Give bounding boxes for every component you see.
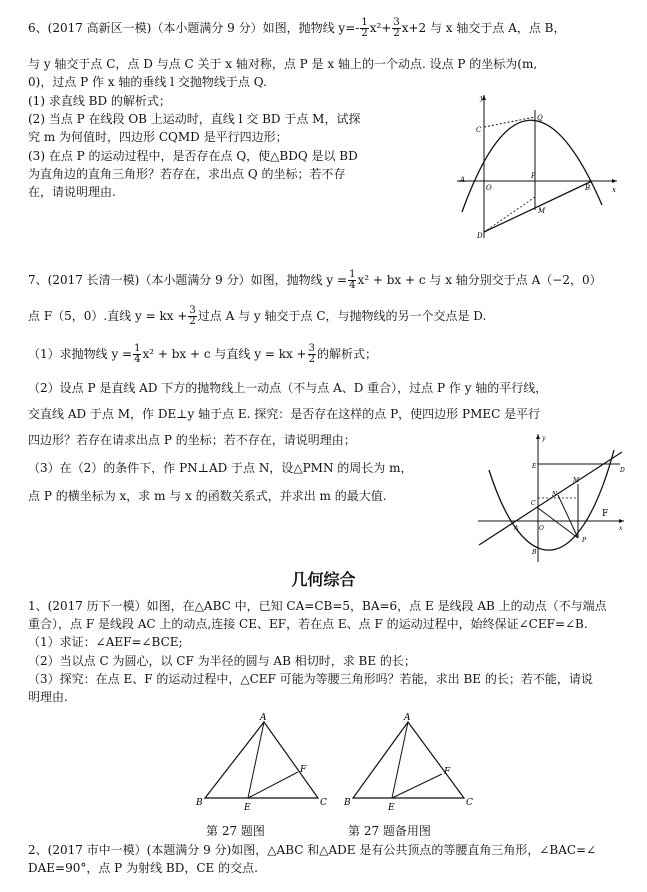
p7-fraction-4: $\frac{3}{2}$ [308, 343, 315, 365]
p7-line2: 点 F（5，0）.直线 y = kx + $\frac{3}{2}$ 过点 A 与 y 轴交于点 C，与抛物线的另一个交点是 D. [28, 305, 487, 327]
p7-label-D: D [620, 467, 625, 474]
p6-question-2b: 究 m 为何值时，四边形 CQMD 是平行四边形； [28, 130, 288, 144]
p7-figure [474, 430, 626, 568]
p6-label-A: A [460, 176, 466, 184]
geo1-main-label-F: F [300, 765, 307, 775]
p7-fraction-3: $\frac{1}{4}$ [134, 343, 141, 365]
p6-line3: 0)，过点 P 作 x 轴的垂线 l 交抛物线于点 Q. [28, 75, 267, 89]
p6-line1: 6、(2017 高新区一模)（本小题满分 9 分）如图，抛物线 y=- $\frac{1}{2}$ x²+ $\frac{3}{2}$ x+2 与 x 轴交于点 A，点 B， [28, 17, 566, 39]
p6-question-1: (1) 求直线 BD 的解析式； [28, 94, 171, 108]
p7-label-A: A [514, 525, 519, 532]
p6-label-y: y [480, 94, 484, 102]
geo1-main-label-B: B [196, 798, 203, 808]
p7-line8: 点 P 的横坐标为 x，求 m 与 x 的函数关系式，并求出 m 的最大值. [28, 489, 387, 503]
geo1-backup-label-F: F [444, 767, 451, 777]
p7-fraction-2: $\frac{3}{2}$ [189, 305, 196, 327]
geo1-figure-main [188, 710, 338, 820]
p6-question-3c: 在，请说明理由. [28, 185, 116, 199]
p6-label-Q: Q [537, 114, 543, 122]
geo1-backup-label-E: E [388, 803, 395, 813]
p7-label-O: O [539, 525, 544, 532]
p7-line1: 7、(2017 长清一模)（本小题满分 9 分）如图，抛物线 y = $\frac{1}{4}$ x² + bx + c 与 x 轴分别交于点 A（−2，0） [28, 269, 602, 291]
p6-label-M: M [538, 207, 546, 215]
p6-figure [452, 92, 622, 242]
p6-fraction-2: $\frac{3}{2}$ [393, 17, 400, 39]
geo1-line2: 重合），点 F 是线段 AC 上的动点,连接 CE、EF，若在点 E、点 F 的运动过程中，始终保证∠CEF=∠B. [28, 617, 588, 631]
p7-label-F: F [602, 509, 609, 519]
geo1-caption-main: 第 27 题图 [206, 824, 265, 838]
p7-line3: （1）求抛物线 y = $\frac{1}{4}$ x² + bx + c 与直线 y = kx + $\frac{3}{2}$ 的解析式； [28, 343, 377, 365]
p7-line6: 四边形？若存在请求出点 P 的坐标；若不存在，请说明理由； [28, 433, 356, 447]
p6-label-x: x [612, 186, 616, 194]
geo1-main-label-C: C [320, 798, 327, 808]
p7-label-M: M [573, 477, 580, 484]
p7-line4: （2）设点 P 是直线 AD 下方的抛物线上一动点（不与点 A、D 重合），过点 P 作 y 轴的平行线， [28, 381, 548, 395]
geo2-line2: DAE=90°，点 P 为射线 BD，CE 的交点. [28, 861, 258, 875]
geo1-line1: 1、(2017 历下一模）如图，在△ABC 中，已知 CA=CB=5，BA=6，点 E 是线段 AB 上的动点（不与端点 [28, 599, 607, 613]
p7-label-P: P [582, 537, 587, 544]
p6-label-D: D [477, 232, 483, 240]
geo1-question-3b: 明理由. [28, 690, 68, 704]
section-title: 几何综合 [291, 570, 356, 589]
geo1-backup-label-B: B [344, 798, 351, 808]
geo1-backup-label-A: A [404, 713, 411, 723]
p6-label-C: C [476, 126, 482, 134]
p6-label-B: B [585, 184, 591, 192]
p6-question-3a: (3) 在点 P 的运动过程中，是否存在点 Q，使△BDQ 是以 BD [28, 149, 358, 163]
geo1-question-2: （2）当以点 C 为圆心，以 CF 为半径的圆与 AB 相切时，求 BE 的长； [28, 654, 416, 668]
geo1-figure-backup [336, 710, 486, 820]
geo1-question-1: （1）求证：∠AEF=∠BCE; [28, 635, 183, 649]
p7-label-C: C [531, 500, 536, 507]
p6-line2: 与 y 轴交于点 C，点 D 与点 C 关于 x 轴对称，点 P 是 x 轴上的一个动点. 设点 P 的坐标为(m, [28, 57, 538, 71]
p7-label-y: y [542, 435, 546, 442]
p7-line5: 交直线 AD 于点 M，作 DE⊥y 轴于点 E. 探究：是否存在这样的点 P，使四边形 PMEC 是平行 [28, 407, 541, 421]
geo2-line1: 2、(2017 市中一模）(本题满分 9 分)如图，△ABC 和△ADE 是有公共顶点的等腰直角三角形，∠BAC=∠ [28, 843, 597, 857]
p6-fraction-1: $\frac{1}{2}$ [361, 17, 368, 39]
p7-line7: （3）在（2）的条件下，作 PN⊥AD 于点 N，设△PMN 的周长为 m， [28, 461, 413, 475]
p7-label-N: N [552, 491, 558, 498]
geo1-main-label-E: E [244, 803, 251, 813]
p6-label-P: P [531, 172, 536, 180]
p7-label-B: B [532, 549, 537, 556]
p6-label-O: O [486, 184, 492, 192]
geo1-backup-label-C: C [466, 798, 473, 808]
p6-question-2a: (2) 当点 P 在线段 OB 上运动时，直线 l 交 BD 于点 M，试探 [28, 112, 361, 126]
p7-label-E: E [532, 463, 537, 470]
geo1-caption-backup: 第 27 题备用图 [348, 824, 431, 838]
p6-question-3b: 为直角边的直角三角形？若存在，求出点 Q 的坐标；若不存 [28, 167, 346, 181]
p7-label-x: x [619, 525, 623, 532]
geo1-question-3a: （3）探究：在点 E、F 的运动过程中，△CEF 可能为等腰三角形吗？若能，求出 BE 的长；若不能，请说 [28, 672, 593, 686]
p7-fraction-1: $\frac{1}{4}$ [349, 269, 356, 291]
geo1-main-label-A: A [260, 713, 267, 723]
